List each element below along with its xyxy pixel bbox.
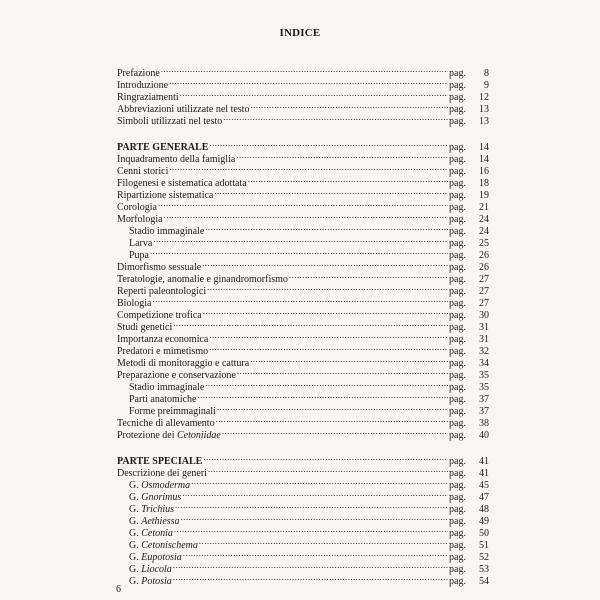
toc-entry-label bbox=[117, 430, 221, 442]
toc-page-number: 38 bbox=[479, 418, 489, 429]
page-title: INDICE bbox=[279, 27, 321, 39]
pag-label: pag. bbox=[449, 142, 466, 153]
toc-entry-label bbox=[117, 322, 172, 334]
pag-label: pag. bbox=[449, 250, 466, 261]
toc-page-number: 25 bbox=[479, 238, 489, 249]
pag-label: pag. bbox=[449, 540, 466, 551]
toc-entry-italic-text: Potosia bbox=[141, 576, 172, 587]
pag-label: pag. bbox=[449, 406, 466, 417]
toc-entry-text: Corologia bbox=[117, 202, 157, 213]
pag-label: pag. bbox=[449, 468, 466, 479]
toc-entry-text: Simboli utilizzati nel testo bbox=[117, 116, 223, 127]
toc-entry-text: Importanza economica bbox=[117, 334, 209, 345]
dot-leader bbox=[173, 318, 448, 330]
dot-leader bbox=[158, 198, 448, 210]
toc-entry-text: Tecniche di allevamento bbox=[117, 418, 215, 429]
toc-entry-label bbox=[117, 298, 151, 310]
dot-leader bbox=[205, 378, 448, 390]
toc-entry-text: Filogenesi e sistematica adottata bbox=[117, 178, 247, 189]
toc-entry-italic-text: Aethiessa bbox=[141, 516, 180, 527]
toc-entry-text: G. bbox=[129, 528, 139, 539]
dot-leader bbox=[175, 500, 448, 512]
pag-label: pag. bbox=[449, 552, 466, 563]
pag-label: pag. bbox=[449, 214, 466, 225]
pag-label: pag. bbox=[449, 382, 466, 393]
toc-entry bbox=[117, 294, 489, 309]
pag-label: pag. bbox=[449, 322, 466, 333]
toc-entry-text: G. bbox=[129, 504, 139, 515]
dot-leader bbox=[161, 64, 448, 76]
toc-page-number: 40 bbox=[479, 430, 489, 441]
dot-leader bbox=[150, 246, 448, 258]
pag-label: pag. bbox=[449, 528, 466, 539]
toc-entry-text: G. bbox=[129, 540, 139, 551]
toc-entry bbox=[117, 174, 489, 189]
toc-entry-text: Morfologia bbox=[117, 214, 163, 225]
dot-leader bbox=[208, 464, 448, 476]
toc-entry-label bbox=[117, 250, 149, 262]
toc-entry-text: Predatori e mimetismo bbox=[117, 346, 209, 357]
toc-entry-italic-text: Osmoderma bbox=[141, 480, 191, 491]
toc-section-heading bbox=[117, 452, 489, 467]
dot-leader bbox=[173, 572, 448, 584]
dot-leader bbox=[183, 548, 448, 560]
toc-entry bbox=[117, 234, 489, 249]
toc-page-number: 54 bbox=[479, 576, 489, 587]
toc-entry-text: G. bbox=[129, 564, 139, 575]
pag-label: pag. bbox=[449, 456, 466, 467]
dot-leader bbox=[250, 100, 448, 112]
toc-entry-text: Biologia bbox=[117, 298, 152, 309]
toc-entry-text: Competizione trofica bbox=[117, 310, 202, 321]
pag-label: pag. bbox=[449, 418, 466, 429]
toc-page-number: 13 bbox=[479, 116, 489, 127]
toc-entry-text: Inquadramento della famiglia bbox=[117, 154, 236, 165]
toc-page-number: 18 bbox=[479, 178, 489, 189]
pag-label: pag. bbox=[449, 480, 466, 491]
toc-entry-label bbox=[117, 394, 196, 406]
toc-entry-text: Reperti paleontologici bbox=[117, 286, 207, 297]
toc-page-number: 27 bbox=[479, 298, 489, 309]
toc-page-number: 51 bbox=[479, 540, 489, 551]
pag-label: pag. bbox=[449, 262, 466, 273]
pag-label: pag. bbox=[449, 116, 466, 127]
toc-entry-italic-text: Liocola bbox=[141, 564, 172, 575]
toc-entry-text: Stadio immaginale bbox=[129, 226, 205, 237]
dot-leader bbox=[248, 174, 448, 186]
toc-section-heading bbox=[117, 138, 489, 153]
pag-label: pag. bbox=[449, 68, 466, 79]
pag-label: pag. bbox=[449, 80, 466, 91]
dot-leader bbox=[209, 342, 448, 354]
toc-entry-label bbox=[117, 238, 152, 250]
dot-leader bbox=[207, 282, 448, 294]
toc-entry-label bbox=[117, 492, 181, 504]
toc-entry-label bbox=[117, 406, 216, 418]
dot-leader bbox=[205, 222, 448, 234]
toc-page-number: 35 bbox=[479, 370, 489, 381]
toc-page-number: 9 bbox=[484, 80, 489, 91]
toc-entry-label bbox=[117, 80, 168, 92]
dot-leader bbox=[216, 414, 448, 426]
pag-label: pag. bbox=[449, 92, 466, 103]
toc-page-number: 34 bbox=[479, 358, 489, 369]
pag-label: pag. bbox=[449, 274, 466, 285]
toc-entry-label bbox=[117, 382, 204, 394]
toc-entry-text: PARTE SPECIALE bbox=[117, 456, 203, 467]
toc-entry-text: PARTE GENERALE bbox=[117, 142, 209, 153]
toc-entry bbox=[117, 210, 489, 225]
toc-page-number: 24 bbox=[479, 214, 489, 225]
dot-leader bbox=[180, 88, 448, 100]
toc-entry-label bbox=[117, 262, 201, 274]
dot-leader bbox=[209, 330, 448, 342]
toc-entry bbox=[117, 572, 489, 587]
toc-entry-text: Prefazione bbox=[117, 68, 160, 79]
toc-entry-label bbox=[117, 334, 208, 346]
pag-label: pag. bbox=[449, 430, 466, 441]
pag-label: pag. bbox=[449, 202, 466, 213]
toc-page-number: 31 bbox=[479, 334, 489, 345]
toc-entry-label bbox=[117, 68, 160, 80]
toc-page-number: 52 bbox=[479, 552, 489, 563]
toc-entry-text: Larva bbox=[129, 238, 153, 249]
pag-label: pag. bbox=[449, 492, 466, 503]
dot-leader bbox=[217, 402, 448, 414]
dot-leader bbox=[181, 512, 448, 524]
toc-entry-text: Metodi di monitoraggio e cattura bbox=[117, 358, 250, 369]
dot-leader bbox=[203, 452, 448, 464]
dot-leader bbox=[203, 306, 448, 318]
toc-page-number: 21 bbox=[479, 202, 489, 213]
toc-entry-text: Protezione dei bbox=[117, 430, 175, 441]
pag-label: pag. bbox=[449, 154, 466, 165]
toc-entry-italic-text: Cetoniidae bbox=[176, 430, 221, 441]
toc-entry-text: G. bbox=[129, 492, 139, 503]
toc-page-number: 41 bbox=[479, 468, 489, 479]
toc-entry bbox=[117, 198, 489, 213]
toc-page-number: 48 bbox=[479, 504, 489, 515]
toc-entry-text: Teratologie, anomalie e ginandromorfismo bbox=[117, 274, 288, 285]
toc-entry bbox=[117, 76, 489, 91]
dot-leader bbox=[191, 476, 448, 488]
toc-entry-italic-text: Trichius bbox=[141, 504, 175, 515]
toc-entry-label bbox=[117, 418, 215, 430]
dot-leader bbox=[169, 162, 448, 174]
toc-entry bbox=[117, 330, 489, 345]
toc-page-number: 14 bbox=[479, 142, 489, 153]
pag-label: pag. bbox=[449, 310, 466, 321]
toc-entry-label bbox=[117, 166, 168, 178]
toc-page-number: 49 bbox=[479, 516, 489, 527]
pag-label: pag. bbox=[449, 504, 466, 515]
dot-leader bbox=[202, 258, 448, 270]
toc-page-number: 47 bbox=[479, 492, 489, 503]
pag-label: pag. bbox=[449, 564, 466, 575]
toc-entry-text: G. bbox=[129, 552, 139, 563]
pag-label: pag. bbox=[449, 516, 466, 527]
toc-entry bbox=[117, 306, 489, 321]
pag-label: pag. bbox=[449, 104, 466, 115]
toc-entry bbox=[117, 162, 489, 177]
toc-entry-label bbox=[117, 142, 208, 154]
pag-label: pag. bbox=[449, 166, 466, 177]
pag-label: pag. bbox=[449, 238, 466, 249]
pag-label: pag. bbox=[449, 334, 466, 345]
toc-entry-italic-text: Eupotosia bbox=[141, 552, 182, 563]
toc-entry-text: Preparazione e conservazione bbox=[117, 370, 236, 381]
toc-entry-text: Ringraziamenti bbox=[117, 92, 179, 103]
dot-leader bbox=[209, 138, 448, 150]
pag-label: pag. bbox=[449, 178, 466, 189]
dot-leader bbox=[164, 210, 448, 222]
toc-entry-label bbox=[117, 516, 180, 528]
toc-entry-label bbox=[117, 92, 179, 104]
toc-entry bbox=[117, 88, 489, 103]
toc-page-number: 32 bbox=[479, 346, 489, 357]
toc-page-number: 14 bbox=[479, 154, 489, 165]
toc-page-number: 35 bbox=[479, 382, 489, 393]
toc-entry bbox=[117, 560, 489, 575]
toc-page-number: 37 bbox=[479, 394, 489, 405]
toc-entry-label bbox=[117, 456, 202, 468]
toc-entry-label bbox=[117, 358, 249, 370]
dot-leader bbox=[182, 488, 448, 500]
page-number: 6 bbox=[116, 584, 121, 595]
toc-entry-text: Ripartizione sistematica bbox=[117, 190, 214, 201]
pag-label: pag. bbox=[449, 190, 466, 201]
pag-label: pag. bbox=[449, 370, 466, 381]
toc-entry bbox=[117, 222, 489, 237]
toc-entry-label bbox=[117, 564, 172, 576]
toc-entry-label bbox=[117, 202, 157, 214]
dot-leader bbox=[152, 294, 448, 306]
toc-entry-label bbox=[117, 346, 208, 358]
dot-leader bbox=[169, 76, 448, 88]
toc-entry-label bbox=[117, 480, 190, 492]
toc-entry-italic-text: Cetonischema bbox=[141, 540, 198, 551]
toc-entry-label bbox=[117, 116, 222, 128]
pag-label: pag. bbox=[449, 226, 466, 237]
dot-leader bbox=[174, 524, 448, 536]
dot-leader bbox=[197, 390, 448, 402]
toc-entry bbox=[117, 64, 489, 79]
toc-page-number: 13 bbox=[479, 104, 489, 115]
toc-page-number: 45 bbox=[479, 480, 489, 491]
toc-page-number: 12 bbox=[479, 92, 489, 103]
toc-entry-text: Parti anatomiche bbox=[129, 394, 197, 405]
toc-page-number: 41 bbox=[479, 456, 489, 467]
dot-leader bbox=[223, 112, 448, 124]
toc-entry-italic-text: Gnorimus bbox=[141, 492, 182, 503]
table-of-contents bbox=[117, 64, 489, 587]
toc-page-number: 50 bbox=[479, 528, 489, 539]
toc-entry-italic-text: Cetonia bbox=[141, 528, 173, 539]
toc-entry-text: Cenni storici bbox=[117, 166, 169, 177]
dot-leader bbox=[199, 536, 448, 548]
toc-entry-label bbox=[117, 576, 172, 588]
pag-label: pag. bbox=[449, 298, 466, 309]
toc-entry bbox=[117, 258, 489, 273]
toc-page-number: 53 bbox=[479, 564, 489, 575]
dot-leader bbox=[250, 354, 448, 366]
toc-entry-label bbox=[117, 528, 173, 540]
toc-page-number: 8 bbox=[484, 68, 489, 79]
toc-entry-label bbox=[117, 214, 163, 226]
dot-leader bbox=[173, 560, 448, 572]
dot-leader bbox=[289, 270, 448, 282]
dot-leader bbox=[222, 426, 448, 438]
toc-page-number: 24 bbox=[479, 226, 489, 237]
toc-entry-text: Studi genetici bbox=[117, 322, 173, 333]
dot-leader bbox=[237, 366, 448, 378]
toc-page-number: 27 bbox=[479, 286, 489, 297]
pag-label: pag. bbox=[449, 346, 466, 357]
dot-leader bbox=[214, 186, 448, 198]
dot-leader bbox=[153, 234, 448, 246]
toc-entry bbox=[117, 318, 489, 333]
toc-entry bbox=[117, 246, 489, 261]
toc-page-number: 37 bbox=[479, 406, 489, 417]
toc-entry-text: G. bbox=[129, 576, 139, 587]
toc-entry-text: Introduzione bbox=[117, 80, 169, 91]
toc-page-number: 31 bbox=[479, 322, 489, 333]
toc-entry-text: G. bbox=[129, 480, 139, 491]
toc-entry-text: Abbreviazioni utilizzate nel testo bbox=[117, 104, 250, 115]
dot-leader bbox=[236, 150, 448, 162]
toc-entry-text: Forme preimmaginali bbox=[129, 406, 216, 417]
toc-page-number: 26 bbox=[479, 250, 489, 261]
toc-entry-text: G. bbox=[129, 516, 139, 527]
toc-entry-text: Dimorfismo sessuale bbox=[117, 262, 202, 273]
toc-entry-text: Pupa bbox=[129, 250, 149, 261]
toc-entry-text: Descrizione dei generi bbox=[117, 468, 207, 479]
pag-label: pag. bbox=[449, 394, 466, 405]
toc-page-number: 19 bbox=[479, 190, 489, 201]
toc-page-number: 26 bbox=[479, 262, 489, 273]
pag-label: pag. bbox=[449, 358, 466, 369]
toc-page-number: 16 bbox=[479, 166, 489, 177]
toc-entry-label bbox=[117, 504, 174, 516]
pag-label: pag. bbox=[449, 286, 466, 297]
toc-entry-text: Stadio immaginale bbox=[129, 382, 205, 393]
pag-label: pag. bbox=[449, 576, 466, 587]
toc-page-number: 27 bbox=[479, 274, 489, 285]
toc-page-number: 30 bbox=[479, 310, 489, 321]
